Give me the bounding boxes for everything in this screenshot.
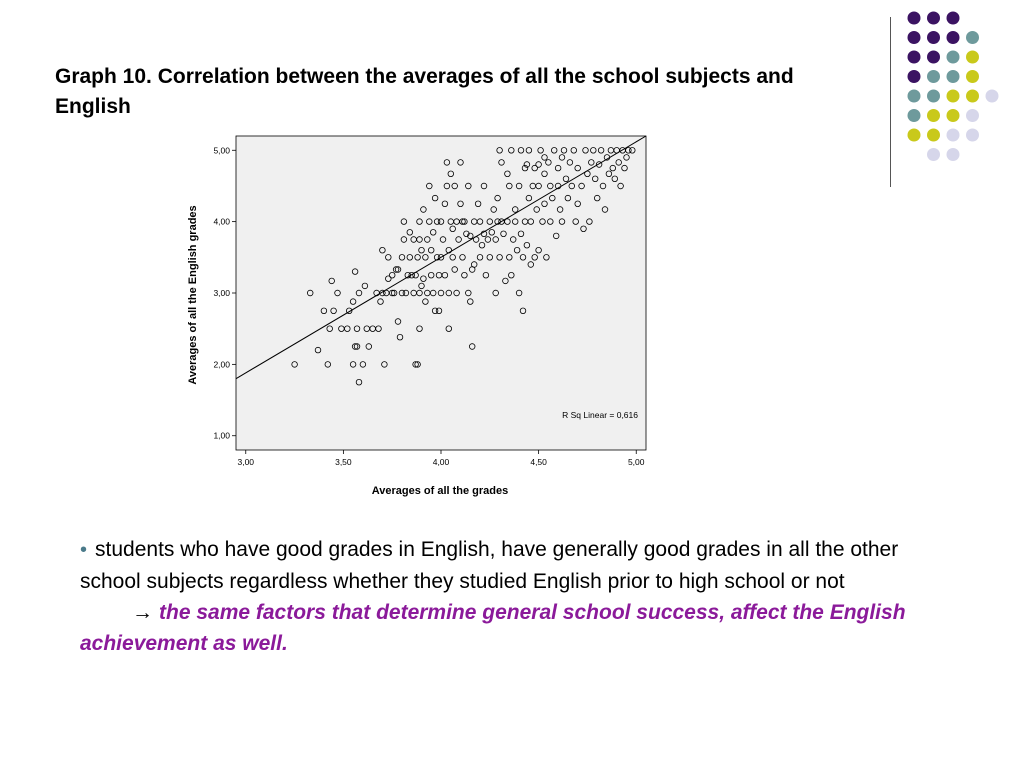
decor-dot — [966, 70, 979, 83]
decor-dot — [947, 90, 960, 103]
decor-dot — [947, 70, 960, 83]
decor-dot — [947, 31, 960, 44]
decor-dot — [927, 51, 940, 64]
y-tick-label: 3,00 — [213, 288, 230, 298]
decorative-dot-grid — [905, 10, 1015, 170]
decor-dot — [908, 70, 921, 83]
decor-dot — [947, 148, 960, 161]
decor-dot — [947, 129, 960, 142]
decor-dot — [966, 90, 979, 103]
x-tick-label: 3,50 — [335, 457, 352, 467]
chart-x-axis-label: Averages of all the grades — [371, 485, 509, 497]
emphasis-content: the same factors that determine general school success, affect the English achievement as well. — [80, 601, 906, 655]
chart-y-axis-label: Averages of all the English grades — [187, 205, 199, 385]
decor-dot — [927, 129, 940, 142]
bullet-point — [80, 534, 910, 659]
decor-dot — [947, 109, 960, 122]
emphasis-text — [80, 601, 906, 655]
decor-dot — [927, 12, 940, 25]
y-tick-label: 4,00 — [213, 216, 230, 227]
decor-dot — [927, 31, 940, 44]
decor-dot — [966, 51, 979, 64]
y-tick-label: 2,00 — [213, 359, 230, 370]
decor-dot — [908, 109, 921, 122]
decor-dot — [908, 129, 921, 142]
decor-dot — [908, 12, 921, 25]
decor-dot — [986, 90, 999, 103]
y-tick-label: 5,00 — [213, 145, 230, 156]
slide-title: Graph 10. Correlation between the averages of all the school subjects and English — [55, 65, 794, 118]
y-tick-label: 1,00 — [213, 430, 230, 441]
decor-dot — [947, 51, 960, 64]
decor-dot — [908, 51, 921, 64]
decor-dot — [927, 109, 940, 122]
bullet-text: students who have good grades in English, have generally good grades in all the other school subjects regardless whether they studied English prior to high school or not — [80, 538, 899, 593]
decor-dot — [908, 31, 921, 44]
scatter-chart — [178, 130, 658, 500]
decor-dot — [927, 70, 940, 83]
bullet-marker: • — [80, 539, 88, 561]
x-tick-label: 3,00 — [237, 457, 255, 467]
plot-area — [236, 136, 646, 450]
decor-dot — [908, 90, 921, 103]
decor-dot — [966, 109, 979, 122]
x-tick-label: 5,00 — [627, 457, 645, 467]
x-tick-label: 4,50 — [530, 457, 547, 467]
x-tick-label: 4,00 — [432, 457, 450, 467]
decor-dot — [927, 148, 940, 161]
decor-dot — [927, 90, 940, 103]
decor-dot — [947, 12, 960, 25]
arrow-icon: → — [132, 601, 153, 624]
decor-dot — [966, 129, 979, 142]
decor-dot — [966, 31, 979, 44]
decorative-divider — [890, 17, 891, 187]
r-squared-annotation: R Sq Linear = 0,616 — [562, 410, 638, 420]
